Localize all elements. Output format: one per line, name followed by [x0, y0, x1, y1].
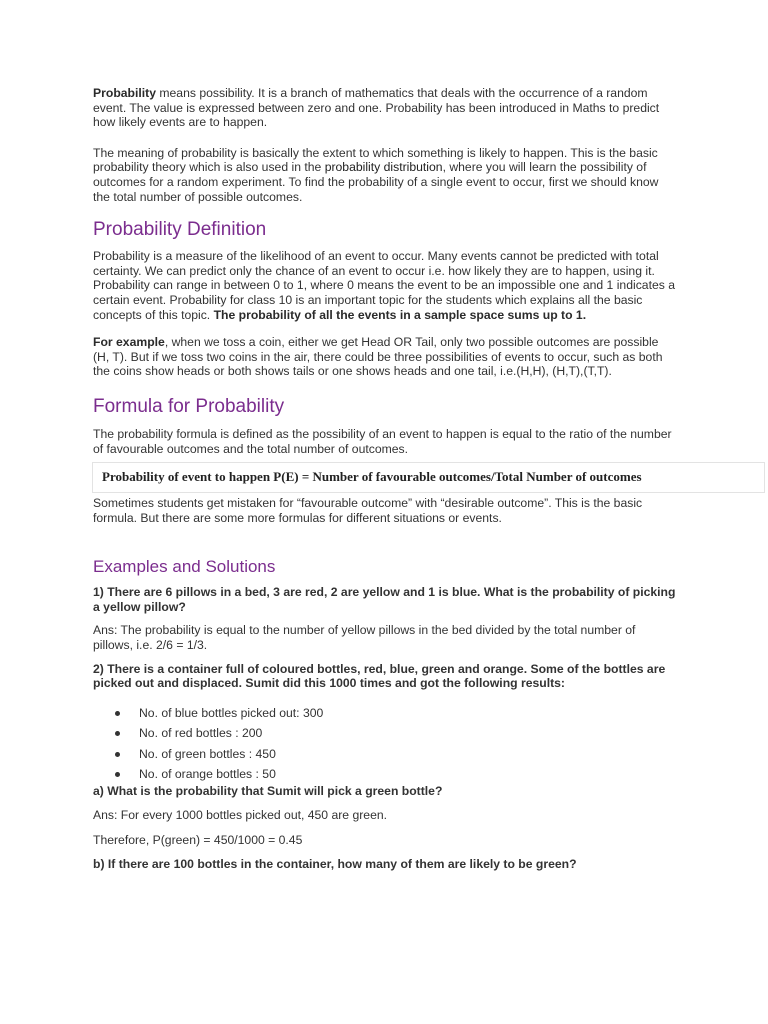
- formula-heading: Formula for Probability: [93, 395, 285, 417]
- example-paragraph: [93, 335, 677, 379]
- definition-paragraph: [93, 249, 677, 322]
- formula-note-paragraph: Sometimes students get mistaken for “favourable outcome” with “desirable outcome”. This is the basic formula. But there are some more formulas for different situations or events.: [93, 496, 643, 525]
- definition-bold-statement: The probability of all the events in a sample space sums up to 1.: [213, 307, 587, 322]
- meaning-text-before: The meaning of probability is basically the extent to which something is likely to happen. This is the basic probability theory which is also used in the: [93, 145, 658, 175]
- formula-paragraph: The probability formula is defined as the possibility of an event to happen is equal to the ratio of the number of favourable outcomes and the total number of outcomes.: [93, 426, 672, 456]
- examples-heading: Examples and Solutions: [93, 557, 276, 577]
- formula-box: [92, 462, 765, 493]
- example-label: For example: [93, 335, 165, 350]
- probability-distribution-link[interactable]: probability distribution: [324, 160, 443, 175]
- answer-2a-line-1: Ans: For every 1000 bottles picked out, 450 are green.: [93, 808, 388, 822]
- intro-text: means possibility. It is a branch of mathematics that deals with the occurrence of a random event. The value is expressed between zero and one. Probability has been introduced in Maths to predict how likely events are to happen.: [93, 86, 660, 130]
- intro-paragraph: [93, 86, 677, 130]
- list-item: [93, 764, 677, 784]
- results-list: [93, 703, 677, 785]
- list-item: [93, 744, 677, 764]
- meaning-text-after: , where you will learn the possibility of outcomes for a random experiment. To find the probability of a single event to occur, first we should know the total number of possible outcomes.: [93, 160, 659, 204]
- list-item: [93, 723, 677, 743]
- example-text: , when we toss a coin, either we get Head OR Tail, only two possible outcomes are possible (H, T). But if we toss two coins in the air, there could be three possibilities of events to occur, such as both the coins show heads or both shows tails or one shows heads and one tail, i.e.(H,H), (H,T),(T,T).: [93, 335, 663, 379]
- list-item-text: No. of green bottles : 450: [139, 746, 276, 761]
- meaning-paragraph: [93, 146, 677, 204]
- bullet-icon: [115, 752, 120, 757]
- bullet-icon: [115, 731, 120, 736]
- bullet-icon: [115, 772, 120, 777]
- answer-1: Ans: The probability is equal to the number of yellow pillows in the bed divided by the total number of pillows, i.e. 2/6 = 1/3.: [93, 623, 636, 653]
- answer-2a-line-2: Therefore, P(green) = 450/1000 = 0.45: [93, 832, 303, 847]
- question-2: 2) There is a container full of coloured bottles, red, blue, green and orange. Some of the bottles are picked out and displaced. Sumit did this 1000 times and got the following results:: [93, 661, 666, 691]
- question-2a: a) What is the probability that Sumit will pick a green bottle?: [93, 784, 443, 799]
- definition-text: Probability is a measure of the likelihood of an event to occur. Many events cannot be predicted with total certainty. We can predict only the chance of an event to occur i.e. how likely they are to happen, using it. Probability can range in between 0 to 1, where 0 means the event to be an impossible one and 1 indicates a certain event. Probability for class 10 is an important topic for the students which explains all the basic concepts of this topic.: [93, 249, 675, 322]
- list-item-text: No. of red bottles : 200: [139, 726, 263, 741]
- list-item: [93, 703, 677, 723]
- list-item-text: No. of orange bottles : 50: [139, 767, 276, 782]
- intro-term: Probability: [93, 86, 156, 100]
- formula-text: Probability of event to happen P(E) = Number of favourable outcomes/Total Number of outcomes: [102, 469, 642, 485]
- definition-heading: Probability Definition: [93, 219, 267, 241]
- bullet-icon: [115, 711, 120, 716]
- question-2b: b) If there are 100 bottles in the container, how many of them are likely to be green?: [93, 857, 577, 872]
- list-item-text: No. of blue bottles picked out: 300: [139, 705, 324, 720]
- question-1: 1) There are 6 pillows in a bed, 3 are red, 2 are yellow and 1 is blue. What is the probability of picking a yellow pillow?: [93, 585, 676, 614]
- article-body: [93, 86, 677, 881]
